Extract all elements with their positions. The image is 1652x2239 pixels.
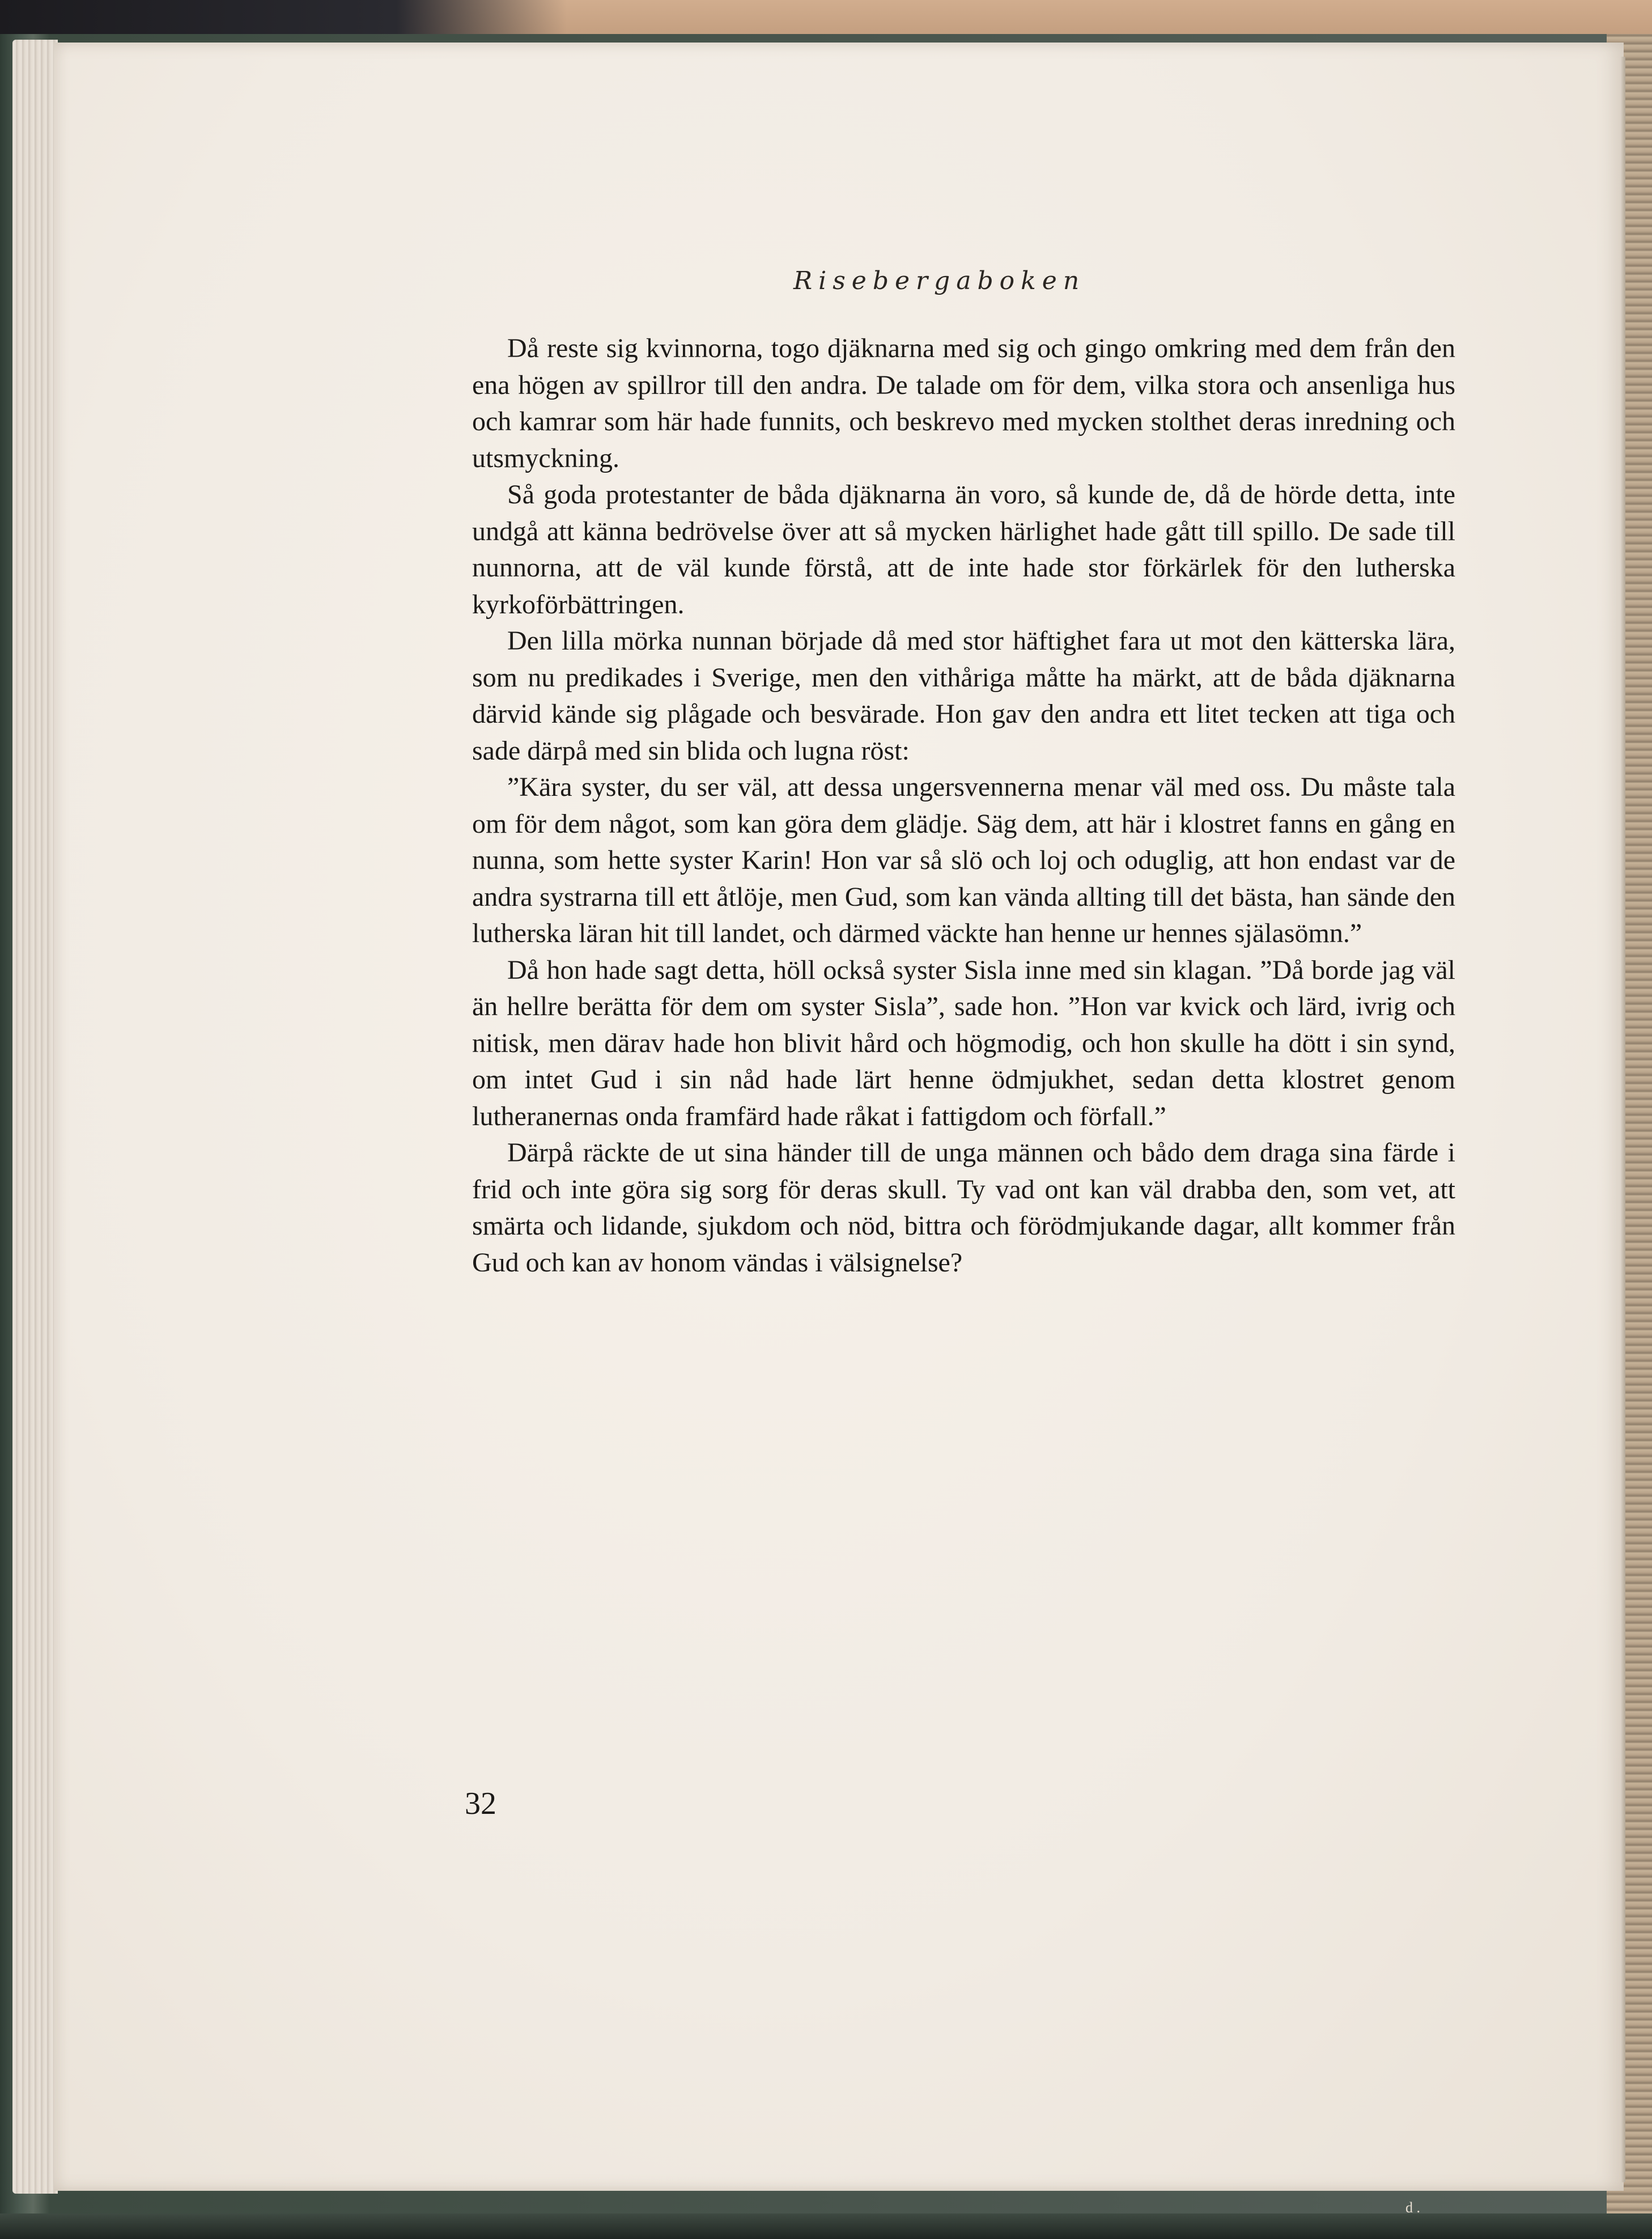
paragraph: Så goda protestanter de båda djäknarna än voro, så kunde de, då de hörde detta, inte undgå att känna bedrövelse över att så mycken härlighet hade gått till spillo. De sade till nunnorna, att de väl kunde förstå, att de inte hade stor förkärlek för den lutherska kyrkoförbättringen. xyxy=(472,480,1455,620)
paragraph: Då reste sig kvinnorna, togo djäknarna med sig och gingo omkring med dem från den ena högen av spillror till den andra. De talade om för dem, vilka stora och ansenliga hus och kamrar som här hade funnits, och beskrevo med mycken stolthet deras inredning och utsmyckning. xyxy=(472,333,1455,473)
body-text xyxy=(472,330,1455,1281)
paragraph: Den lilla mörka nunnan började då med stor häftighet fara ut mot den kätterska lära, som nu predikades i Sverige, men den vithåriga måtte ha märkt, att de båda djäknarna därvid kände sig plågade och besvärade. Hon gav den andra ett litet tecken att tiga och sade därpå med sin blida och lugna röst: xyxy=(472,626,1455,766)
running-head: Risebergaboken xyxy=(793,266,1086,295)
page-stack-edge xyxy=(12,40,58,2194)
paragraph: Därpå räckte de ut sina händer till de unga männen och bådo dem draga sina färde i frid och inte göra sig sorg för deras skull. Ty vad ont kan väl drabba den, som vet, att smärta och lidande, sjukdom och nöd, bittra och förödmjukande dagar, allt kommer från Gud och kan av honom vändas i välsignelse? xyxy=(472,1138,1455,1278)
paragraph: Då hon hade sagt detta, höll också syster Sisla inne med sin klagan. ”Då borde jag väl än hellre berätta för dem om syster Sisla”, sade hon. ”Hon var kvick och lärd, ivrig och nitisk, men därav hade hon blivit hård och högmodig, och hon skulle ha dött i sin synd, om intet Gud i sin nåd hade lärt henne ödmjukhet, sedan detta klostret genom lutheranernas onda framfärd hade råkat i fattigdom och förfall.” xyxy=(472,955,1455,1131)
page-right-fold xyxy=(1621,57,1625,2182)
page-number: 32 xyxy=(465,1786,496,1821)
corner-mark: d . xyxy=(1405,2199,1420,2216)
paragraph: ”Kära syster, du ser väl, att dessa ungersvennerna menar väl med oss. Du måste tala om för dem något, som kan göra dem glädje. Säg dem, att här i klostret fanns en gång en nunna, som hette syster Karin! Hon var så slö och loj och oduglig, att hon endast var de andra systrarna till ett åtlöje, men Gud, som kan vända allting till det bästa, han sände den lutherska läran hit till landet, och därmed väckte han henne ur hennes själasömn.” xyxy=(472,772,1455,948)
book-cover-bottom-edge xyxy=(0,2213,1652,2239)
